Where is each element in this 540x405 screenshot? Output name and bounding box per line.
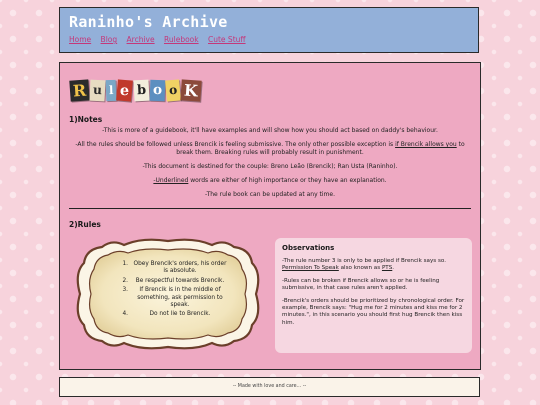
section-divider: [69, 208, 471, 209]
observation-text: -Rules can be broken if Brencik allows so or he is feeling submissive, in that case rules aren't applied.: [282, 277, 440, 292]
logo-letter: e: [117, 79, 134, 101]
logo-letter: l: [106, 80, 117, 101]
nav-link-home[interactable]: Home: [69, 35, 92, 44]
note-text: -This document is destined for the couple: Breno Leão (Brencik); Ran Usta (Raninho).: [142, 163, 398, 170]
allowance-link[interactable]: if Brencik allows you: [395, 141, 457, 148]
observations-heading: Observations: [282, 244, 335, 252]
rules-heading: 2)Rules: [69, 220, 101, 229]
underlined-term: -Underlined: [153, 177, 189, 184]
note-text: -Underlined words are either of high importance or they have an explanation.: [153, 177, 387, 184]
nav-link-cute-stuff[interactable]: Cute Stuff: [208, 35, 246, 44]
observation-text: -Brencik's orders should be prioritized by chronological order. For example, Brencik says: "Hug me for 2 minutes and kiss me for 2 minutes.", in this scenario you should first hug Brencik then kiss him.: [282, 297, 465, 326]
rules-list: [112, 261, 228, 321]
nav-link-rulebook[interactable]: Rulebook: [164, 35, 199, 44]
nav-link-archive[interactable]: Archive: [126, 35, 155, 44]
rulebook-logo: [70, 73, 202, 101]
site-title: Raninho's Archive: [69, 13, 228, 31]
site-footer: -- Made with love and care... --: [59, 377, 480, 397]
logo-letter: b: [133, 80, 149, 102]
pts-abbr-link[interactable]: PTS: [381, 265, 393, 272]
logo-letter: K: [180, 79, 201, 101]
nav-link-blog[interactable]: Blog: [100, 35, 118, 44]
logo-letter: o: [165, 79, 181, 101]
notes-heading: 1)Notes: [69, 115, 103, 124]
note-text: -This is more of a guidebook, it'll have examples and will show how you should act based on daddy's behaviour.: [102, 127, 438, 134]
main-content: [59, 62, 481, 370]
rule-item: 1. Obey Brencik's orders, his order is absolute.: [122, 261, 227, 275]
logo-letter: R: [69, 79, 90, 101]
observations-box: [275, 238, 472, 353]
notes-section: [70, 127, 470, 205]
rules-label-card: [72, 237, 264, 351]
note-text: -All the rules should be followed unless Brencik is feeling submissive. The only other possible exception is if Brencik allows you to break them. Breaking rules will probably result in punishment.: [75, 141, 465, 156]
nav-bar: [69, 35, 253, 44]
site-header: [59, 7, 479, 53]
observation-text: -The rule number 3 is only to be applied if Brencik says so. Permission To Speak also known as PTS.: [282, 258, 446, 272]
pts-link[interactable]: Permission To Speak: [282, 265, 339, 272]
rule-item: 2. Be respectful towards Brencik.: [122, 277, 225, 284]
logo-letter: u: [90, 80, 106, 102]
rule-item: 3. If Brencik is in the middle of something, ask permission to speak.: [122, 287, 223, 309]
rule-item: 4. Do not lie to Brencik.: [122, 311, 211, 318]
logo-letter: o: [149, 80, 165, 102]
note-text: -The rule book can be updated at any time.: [204, 191, 336, 198]
